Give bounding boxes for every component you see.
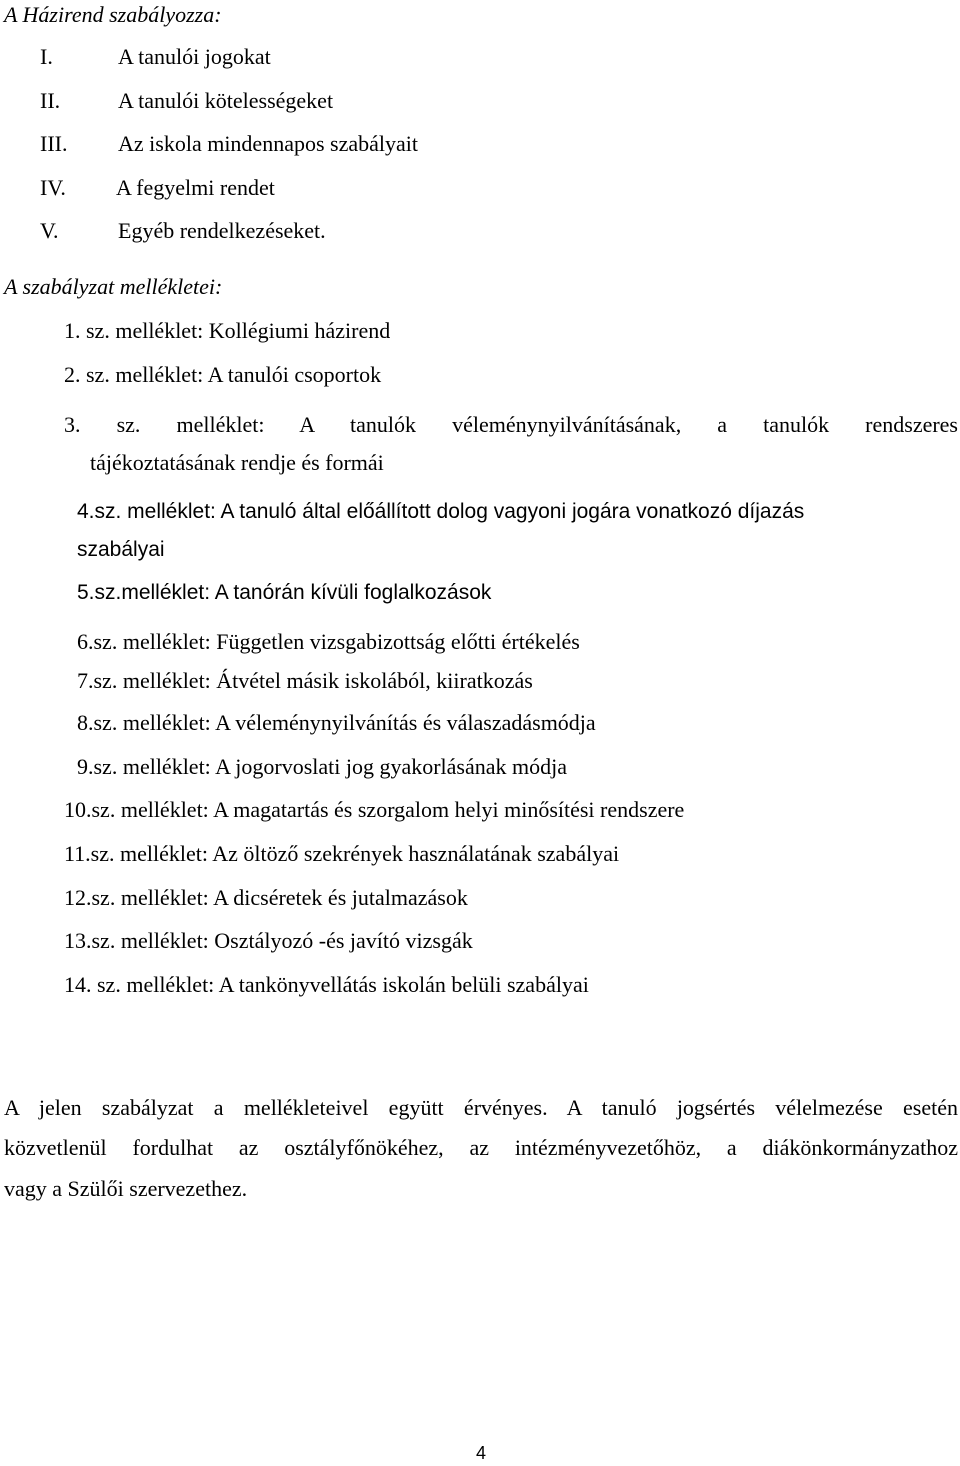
closing-line-2: közvetlenül fordulhat az osztályfőnökéhez, az intézményvezetőhöz, a diákönkormányzathoz [4, 1135, 958, 1160]
roman-numeral: IV. [40, 175, 66, 200]
annex-item-4-line1: 4.sz. melléklet: A tanuló által előállított dolog vagyoni jogára vonatkozó díjazás [77, 500, 805, 523]
roman-numeral: III. [40, 131, 68, 156]
roman-numeral: II. [40, 88, 61, 113]
page-number: 4 [476, 1443, 487, 1463]
annex-item-4-line2: szabályai [77, 538, 165, 561]
list-item-text: Egyéb rendelkezéseket. [118, 218, 326, 243]
closing-line-1: A jelen szabályzat a mellékleteivel együtt érvényes. A tanuló jogsértés vélelmezése esetén [4, 1095, 958, 1120]
annex-item-10: 10.sz. melléklet: A magatartás és szorgalom helyi minősítési rendszere [64, 797, 685, 822]
annex-item-3-line1: 3. sz. melléklet: A tanulók véleménynyilvánításának, a tanulók rendszeres [64, 412, 958, 437]
annex-item-3-line2: tájékoztatásának rendje és formái [90, 450, 384, 475]
closing-line-3: vagy a Szülői szervezethez. [4, 1176, 248, 1201]
annex-item-12: 12.sz. melléklet: A dicséretek és jutalmazások [64, 885, 468, 910]
annex-item-8: 8.sz. melléklet: A véleménynyilvánítás és válaszadásmódja [77, 710, 596, 735]
roman-numeral: V. [40, 218, 59, 243]
annex-item-1: 1. sz. melléklet: Kollégiumi házirend [64, 318, 391, 343]
roman-numeral: I. [40, 44, 53, 69]
annex-item-13: 13.sz. melléklet: Osztályozó -és javító vizsgák [64, 928, 473, 953]
annex-item-2: 2. sz. melléklet: A tanulói csoportok [64, 362, 382, 387]
list-item-text: A tanulói jogokat [118, 44, 271, 69]
annex-item-5: 5.sz.melléklet: A tanórán kívüli foglalkozások [77, 581, 492, 604]
annex-heading: A szabályzat mellékletei: [4, 274, 223, 299]
document-title: A Házirend szabályozza: [4, 2, 222, 27]
list-item-text: A tanulói kötelességeket [118, 88, 334, 113]
annex-item-7: 7.sz. melléklet: Átvétel másik iskolából, kiiratkozás [77, 668, 533, 693]
annex-item-9: 9.sz. melléklet: A jogorvoslati jog gyakorlásának módja [77, 754, 568, 779]
annex-item-11: 11.sz. melléklet: Az öltöző szekrények használatának szabályai [64, 841, 620, 866]
list-item-text: A fegyelmi rendet [116, 175, 275, 200]
list-item-text: Az iskola mindennapos szabályait [118, 131, 418, 156]
annex-item-6: 6.sz. melléklet: Független vizsgabizottság előtti értékelés [77, 629, 580, 654]
annex-item-14: 14. sz. melléklet: A tankönyvellátás iskolán belüli szabályai [64, 972, 589, 997]
